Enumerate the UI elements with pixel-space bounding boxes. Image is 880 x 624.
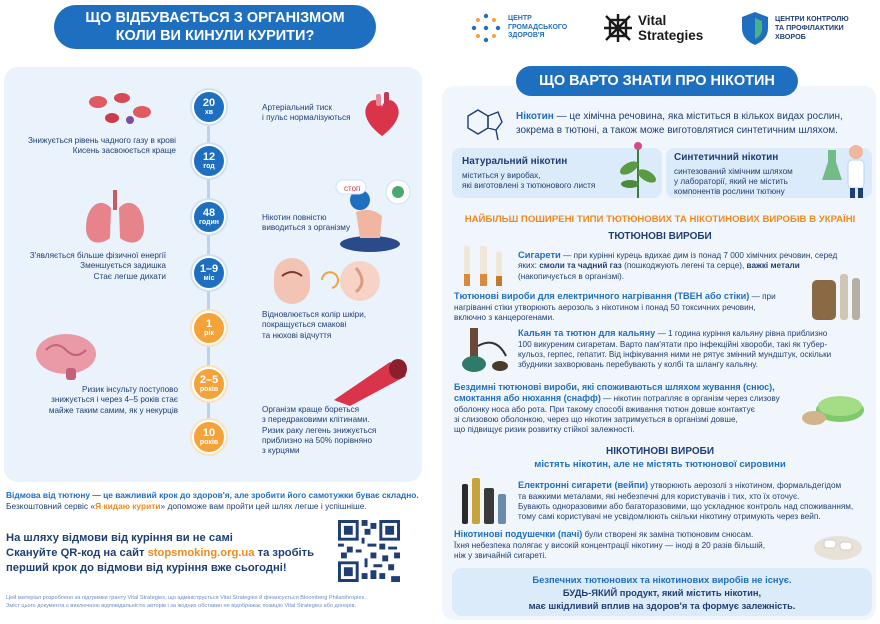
step-12-hours: [192, 144, 226, 178]
product-types-heading: НАЙБІЛЬШ ПОШИРЕНІ ТИПИ ТЮТЮНОВИХ ТА НІКОТИНОВИХ ВИРОБІВ В УКРАЇНІ: [464, 214, 856, 225]
product-text: яких:: [518, 261, 540, 271]
logo-text: ХВОРОБ: [775, 32, 806, 41]
step-value: 2–5: [199, 373, 219, 386]
product-text: — 1 година куріння кальяну рівна приблизно: [655, 329, 828, 338]
smokeless-tobacco-text: [454, 382, 794, 435]
warning-box: [452, 568, 872, 616]
nicotine-products-heading: НІКОТИНОВІ ВИРОБИ: [605, 446, 715, 457]
card-line: у лабораторії, який не містить: [674, 176, 788, 186]
lungs-icon: [80, 188, 150, 248]
logo-text: ЗДОРОВ'Я: [508, 32, 545, 39]
step-10-years: [192, 420, 226, 454]
footnote-line: Цей матеріал розроблено за підтримки гранту Vital Strategies, що адмініструється Vital Strategies й фінансується Bloomberg Philanthropies.: [6, 595, 366, 601]
left-title-line1: ЩО ВІДБУВАЄТЬСЯ З ОРГАНІЗМОМ: [85, 10, 345, 26]
product-text: — при: [749, 292, 776, 301]
text-line: приблизно на 50% порівняно: [262, 435, 373, 445]
qr-code[interactable]: [338, 520, 400, 582]
intro-text: зокрема в тютюні, а також може виготовлятися синтетичним шляхом.: [516, 125, 838, 136]
note-line-1: Відмова від тютюну — це важливий крок до здоров'я, але зробити його самотужки буває складно.: [6, 490, 419, 500]
tobacco-products-heading: ТЮТЮНОВІ ВИРОБИ: [608, 231, 712, 242]
hookah-text: [518, 328, 868, 370]
hookah-icon: [456, 326, 512, 372]
product-title: Кальян та тютюн для кальяну: [518, 328, 656, 338]
heart-icon: [360, 92, 404, 138]
service-name: Я кидаю курити: [95, 500, 161, 511]
step-unit: год: [203, 163, 215, 171]
blood-cells-icon: [86, 88, 156, 128]
synthetic-nicotine-text: [674, 152, 824, 197]
blood-vessel-icon: [330, 356, 410, 406]
text-line: виводиться з організму: [262, 223, 351, 233]
snus-tin-icon: [800, 388, 868, 428]
warning-line-2: БУДЬ-ЯКИЙ продукт, який містить нікотин,: [562, 587, 762, 598]
logo-text: Vital: [638, 13, 667, 28]
text-line: Кисень засвоюється краще: [72, 146, 176, 156]
product-text: що підвищує ризик розвитку стійкої залежності.: [454, 425, 635, 434]
cdc-logo: [775, 14, 849, 41]
step-1-year: [192, 311, 226, 345]
logo-text: Strategies: [638, 28, 704, 43]
quit-note: [6, 490, 422, 511]
text-line: Організм краще бореться: [262, 405, 360, 414]
woman-meditating-icon: [330, 172, 414, 252]
lab-scientist-icon: [820, 140, 870, 198]
product-text: Бувають одноразовими або багаторазовими, що ускладнює контроль над споживанням,: [518, 501, 854, 511]
product-text: були створені як заміна тютюновим снюсам.: [582, 530, 754, 539]
step-1-9-months: [192, 256, 226, 290]
text-line: знижується і через 4–5 років стає: [51, 395, 178, 405]
text-line: Ризик раку легень знижується: [262, 425, 377, 435]
card-title: Натуральний нікотин: [462, 156, 568, 167]
text-line: Нікотин повністю: [262, 213, 327, 222]
product-title: Електронні сигарети (вейпи): [518, 480, 649, 490]
cta-line-3: перший крок до відмови від куріння вже сьогодні!: [6, 562, 287, 574]
product-text: ніж у звичайній сигареті.: [454, 550, 547, 560]
product-text: включно з канцерогенами.: [454, 312, 555, 322]
product-text: та важкими металами, які небезпечні для користувачів і тих, хто їх оточує.: [518, 491, 800, 501]
product-text: оболонку носа або рота. При такому способі вживання тютюн довше контактує: [454, 404, 755, 414]
nicotine-products-subheading: містять нікотин, але не містять тютюнової сировини: [534, 459, 786, 470]
cigarettes-icon: [458, 244, 506, 288]
note-text: » допоможе вам пройти цей шлях легше і успішніше.: [160, 500, 367, 511]
product-text: — нікотин потрапляє в організм через слизову: [600, 394, 780, 404]
left-title-line2: КОЛИ ВИ КИНУЛИ КУРИТИ?: [115, 28, 315, 44]
product-text: — при курінні курець вдихає дим із понад 7 000 хімічних речовин, серед: [560, 251, 838, 260]
product-text: нагріванні стіки утворюють аерозоль з нікотином і понад 50 токсичних речовин,: [454, 302, 756, 312]
cta-text: та зробіть: [254, 547, 315, 559]
public-health-center-logo: [508, 15, 567, 41]
nicotine-molecule-icon: [458, 106, 504, 146]
skin-nose-icon: [272, 256, 382, 306]
product-title: смоктання або нюхання (снафф): [454, 393, 601, 404]
vital-strategies-logo-icon: [602, 12, 634, 44]
heated-tobacco-text: [454, 291, 794, 323]
intro-text: — це хімічна речовина, яка міститься в кількох видах рослин,: [553, 111, 843, 122]
product-text: збудники захворювань перебувають у колбі та шлангу кальяну.: [518, 360, 758, 369]
text-line: і пульс нормалізуються: [262, 113, 351, 123]
footnote: [6, 594, 426, 610]
card-line: міститься у виробах,: [462, 170, 541, 180]
nicotine-pouches-text: [454, 529, 794, 561]
card-line: синтезований хімічним шляхом: [674, 166, 793, 176]
logo-text: ЦЕНТР: [508, 15, 532, 22]
nicotine-pouches-icon: [810, 528, 866, 564]
product-text: (пошкоджують легені та серце),: [621, 261, 747, 271]
text-line: З'являється більше фізичної енергії: [29, 251, 166, 260]
product-text: тому самі користувачі не усвідомлюють скільки нікотину отримують через вейп.: [518, 512, 821, 521]
warning-line-3: має шкідливий вплив на здоров'я та формує залежність.: [528, 600, 796, 611]
e-cigarettes-icon: [458, 474, 510, 526]
step-48-hours: [192, 200, 226, 234]
step-value: 1: [205, 317, 213, 330]
note-text: Безкоштовний сервіс «: [6, 500, 96, 511]
step-2-5-text: [14, 385, 178, 416]
tobacco-plant-icon: [618, 138, 658, 198]
product-title: Бездимні тютюнові вироби, які споживаються шляхом жування (снюс),: [454, 382, 775, 392]
product-text: зі слизовою оболонкою, через що нікотин затримується в організмі довше,: [454, 414, 738, 424]
vital-strategies-logo: [638, 13, 703, 43]
card-line: які виготовлені з тютюнового листя: [462, 180, 596, 190]
product-title: Сигарети: [518, 249, 561, 260]
step-1-9-text: [6, 251, 166, 282]
text-line: з передраковими клітинами.: [262, 415, 370, 425]
step-20-min: [192, 90, 226, 124]
nicotine-term: Нікотин: [516, 111, 554, 122]
product-text: (накопичується в організмі).: [518, 271, 625, 281]
step-unit: міс: [203, 275, 215, 283]
step-unit: років: [199, 439, 219, 447]
site-link[interactable]: stopsmoking.org.ua: [147, 547, 255, 559]
step-value: 12: [202, 150, 216, 163]
cta-text: Скануйте QR-код на сайт: [6, 547, 148, 559]
step-value: 10: [202, 426, 216, 439]
text-line: Артеріальний тиск: [262, 103, 332, 112]
product-text: Їхня небезпека полягає у високій концентрації нікотину — іноді в 20 разів більшій,: [454, 540, 765, 550]
e-cigarettes-text: [518, 480, 868, 522]
step-12-text: [6, 136, 176, 157]
step-2-5-years: [192, 367, 226, 401]
text-line: Стає легше дихати: [93, 271, 166, 281]
product-title: Нікотинові подушечки (пачі): [454, 529, 583, 539]
logo-text: ГРОМАДСЬКОГО: [508, 23, 568, 31]
step-value: 48: [202, 206, 216, 219]
warning-line-1: Безпечних тютюнових та нікотинових виробів не існує.: [532, 574, 792, 585]
nicotine-intro: [516, 110, 868, 138]
cta-block: [6, 531, 326, 576]
step-value: 20: [202, 96, 216, 109]
text-line: Ризик інсульту поступово: [82, 385, 178, 394]
card-line: компонентів рослини тютюну: [674, 187, 785, 196]
product-text: утворюють аерозолі з нікотином, формальдегідом: [648, 481, 842, 490]
step-unit: рік: [204, 330, 214, 338]
heated-tobacco-device-icon: [808, 270, 868, 324]
public-health-center-logo-icon: [470, 12, 502, 44]
right-title: ЩО ВАРТО ЗНАТИ ПРО НІКОТИН: [516, 66, 798, 96]
text-line: покращується смакові: [262, 320, 347, 330]
step-unit: років: [199, 386, 219, 394]
text-line: та нюхові відчуття: [262, 330, 332, 340]
left-title: [54, 5, 376, 49]
step-value: 1–9: [199, 262, 219, 275]
card-title: Синтетичний нікотин: [674, 152, 779, 163]
brain-icon: [32, 330, 100, 382]
text-line: Зменшується задишка: [80, 261, 166, 271]
cta-line-1: На шляху відмови від куріння ви не самі: [6, 532, 233, 544]
text-line: Знижується рівень чадного газу в крові: [27, 136, 176, 145]
text-line: Відновлюється колір шкіри,: [262, 310, 367, 319]
footnote-line: Зміст цього документа є виключною відповідальністю авторів і за жодних обставин не відображає позицію Vital Strategies або донорів.: [6, 603, 356, 609]
step-unit: годин: [199, 219, 219, 227]
logo-text: ЦЕНТРИ КОНТРОЛЮ: [775, 14, 849, 23]
cdc-logo-icon: [740, 10, 770, 46]
product-text: кульоз, герпес, гепатит. Від інфікування ними не рятує змінний мундштук, оскільки: [518, 349, 832, 359]
product-title: Тютюнові вироби для електричного нагрівання (ТВЕН або стіки): [454, 291, 750, 301]
step-unit: хв: [204, 109, 214, 117]
product-text: 100 викуреним сигаретам. Варто пам'ятати про інфекційні хвороби, такі як тубер-: [518, 339, 828, 349]
product-emphasis: смоли та чадний газ: [539, 261, 622, 271]
logo-text: ТА ПРОФІЛАКТИКИ: [775, 23, 844, 32]
text-line: з курцями: [262, 446, 300, 455]
natural-nicotine-text: [462, 156, 622, 191]
text-line: майже таким самим, як у некурців: [48, 405, 178, 415]
product-emphasis: важкі метали: [746, 261, 800, 271]
step-1-year-text: [262, 310, 392, 341]
step-10-text: [262, 405, 392, 456]
stop-label: стоп: [344, 184, 361, 193]
